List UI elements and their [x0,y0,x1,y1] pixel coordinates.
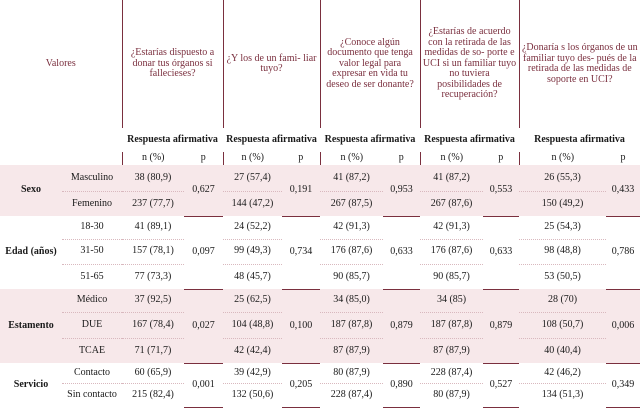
p-value-cell: 0,553 [483,165,519,216]
p-header-1: p [184,152,223,165]
p-value-cell: 0,100 [282,289,320,363]
category-label: DUE [62,312,122,338]
table-row [0,239,640,264]
p-value-cell: 0,205 [282,363,320,407]
n-pct-cell: 26 (55,3) [519,165,606,191]
p-header-5: p [606,152,640,165]
n-pct-cell: 87 (87,9) [320,338,383,363]
table-row [0,383,640,407]
n-pct-cell: 99 (49,3) [223,239,282,264]
n-pct-cell: 104 (48,8) [223,312,282,338]
n-pct-cell: 167 (78,4) [122,312,184,338]
blank-np-header [0,152,122,165]
n-pct-cell: 187 (87,8) [320,312,383,338]
group-label: Estamento [0,289,62,363]
n-pct-cell: 41 (87,2) [420,165,483,191]
n-pct-cell: 215 (82,4) [132,389,174,400]
category-label: Médico [62,289,122,312]
n-pct-cell: 42 (91,3) [420,216,483,239]
table-row [0,191,640,216]
category-label: Sin contacto [67,389,117,400]
n-pct-cell: 48 (45,7) [234,270,271,282]
n-pct-cell: 134 (51,3) [541,389,584,400]
n-pct-cell: 42 (46,2) [519,363,606,383]
respuesta-afirmativa-3: Respuesta afirmativa [320,128,420,152]
category-label: TCAE [62,338,122,363]
blank-subheader [0,128,122,152]
p-value-cell: 0,027 [184,289,223,363]
group-label: Sexo [0,165,62,216]
n-pct-cell: 267 (87,5) [320,191,383,216]
n-pct-cell: 108 (50,7) [519,312,606,338]
p-value-cell: 0,349 [606,363,640,407]
n-pct-cell: 98 (48,8) [519,239,606,264]
n-pct-cell: 28 (70) [519,289,606,312]
p-value-cell: 0,006 [606,289,640,363]
p-header-4: p [483,152,519,165]
n-pct-cell: 25 (54,3) [519,216,606,239]
n-pct-cell: 42 (91,3) [320,216,383,239]
p-value-cell: 0,633 [383,216,420,289]
table-row [0,264,640,289]
n-pct-cell: 34 (85,0) [320,289,383,312]
n-pct-cell: 53 (50,5) [544,270,581,282]
table-row [0,312,640,338]
n-pct-cell: 176 (87,6) [420,239,483,264]
n-pct-cell: 24 (52,2) [223,216,282,239]
n-pct-cell: 34 (85) [420,289,483,312]
group-label: Servicio [13,378,49,390]
p-header-2: p [282,152,320,165]
n-pct-cell: 77 (73,3) [134,270,172,282]
n-pct-cell: 42 (42,4) [223,338,282,363]
category-label: Masculino [62,165,122,191]
n-pct-cell: 80 (87,9) [320,363,383,383]
question-1-header: ¿Estarías dispuesto a donar tus órganos si fallecieses? [122,0,223,128]
question-3-header: ¿Conoce algún documento que tenga valor legal para expresar en vida tu deseo de ser donante? [320,0,420,128]
n-pct-cell: 228 (87,4) [330,389,373,400]
valores-header: Valores [0,0,122,128]
n-pct-cell: 87 (87,9) [420,338,483,363]
table-row [0,216,640,239]
n-pct-header-4: n (%) [420,152,483,165]
respuesta-afirmativa-4: Respuesta afirmativa [420,128,519,152]
n-pct-cell: 267 (87,6) [420,191,483,216]
p-value-cell: 0,879 [483,289,519,363]
n-pct-cell: 80 (87,9) [433,389,470,400]
n-pct-header-3: n (%) [320,152,383,165]
n-pct-cell: 237 (77,7) [122,191,184,216]
p-value-cell: 0,527 [483,363,519,407]
n-pct-cell: 41 (87,2) [320,165,383,191]
p-value-cell: 0,734 [282,216,320,289]
n-pct-cell: 40 (40,4) [519,338,606,363]
n-pct-cell: 157 (78,1) [122,239,184,264]
category-label: Femenino [62,191,122,216]
p-value-cell: 0,890 [383,363,420,407]
respuesta-afirmativa-2: Respuesta afirmativa [223,128,320,152]
n-pct-cell: 176 (87,6) [320,239,383,264]
n-pct-cell: 90 (85,7) [333,270,370,282]
table-row [0,165,640,191]
n-pct-cell: 39 (42,9) [223,363,282,383]
respuesta-afirmativa-5: Respuesta afirmativa [519,128,640,152]
n-pct-cell: 60 (65,9) [122,363,184,383]
p-header-3: p [383,152,420,165]
question-4-header: ¿Estarías de acuerdo con la retirada de las medidas de so- porte e UCI si un familiar tuyo no tuviera posibilidades de recuperación? [420,0,519,128]
n-pct-cell: 150 (49,2) [519,191,606,216]
category-label: 31-50 [62,239,122,264]
n-pct-cell: 90 (85,7) [433,270,470,282]
n-pct-cell: 27 (57,4) [223,165,282,191]
n-pct-cell: 187 (87,8) [420,312,483,338]
n-pct-cell: 41 (89,1) [122,216,184,239]
n-pct-cell: 25 (62,5) [223,289,282,312]
category-label: 51-65 [80,270,104,282]
category-label: 18-30 [62,216,122,239]
question-5-header: ¿Donaría s los órganos de un familiar tuyo des- pués de la retirada de las medidas de soporte en UCI? [519,0,640,128]
p-value-cell: 0,879 [383,289,420,363]
p-value-cell: 0,001 [184,363,223,407]
n-pct-header-2: n (%) [223,152,282,165]
n-pct-cell: 38 (80,9) [122,165,184,191]
n-pct-cell: 132 (50,6) [231,389,274,400]
p-value-cell: 0,786 [606,216,640,289]
table-row [0,363,640,383]
p-value-cell: 0,191 [282,165,320,216]
p-value-cell: 0,953 [383,165,420,216]
n-pct-header-1: n (%) [122,152,184,165]
n-pct-cell: 228 (87,4) [420,363,483,383]
p-value-cell: 0,633 [483,216,519,289]
respuesta-afirmativa-1: Respuesta afirmativa [122,128,223,152]
n-pct-cell: 71 (71,7) [122,338,184,363]
n-pct-cell: 37 (92,5) [122,289,184,312]
p-value-cell: 0,433 [606,165,640,216]
p-value-cell: 0,097 [184,216,223,289]
table-row [0,289,640,312]
n-pct-header-5: n (%) [519,152,606,165]
question-2-header: ¿Y los de un fami- liar tuyo? [223,0,320,128]
group-label: Edad (años) [5,246,57,258]
category-label: Contacto [62,363,122,383]
table-row [0,338,640,363]
p-value-cell: 0,627 [184,165,223,216]
n-pct-cell: 144 (47,2) [223,191,282,216]
